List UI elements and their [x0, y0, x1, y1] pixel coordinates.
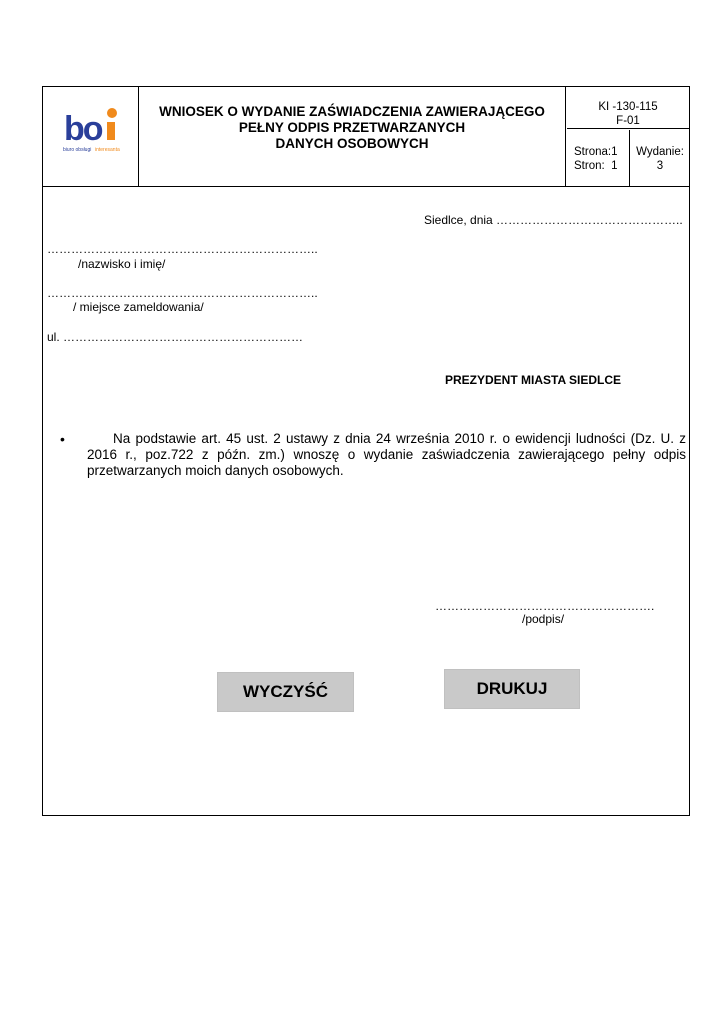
edition-line-2: 3 [656, 160, 664, 172]
page-line-1: Strona:1 [574, 146, 618, 158]
print-button[interactable]: DRUKUJ [444, 669, 580, 709]
logo-cell [43, 87, 139, 186]
bullet-icon: • [60, 431, 65, 447]
code-line-1: KI -130-115 [598, 101, 658, 113]
name-field[interactable]: ………………………………………………………….. [47, 242, 318, 256]
signature-field[interactable]: ………………………………………………. [435, 599, 655, 613]
svg-text:bo: bo [64, 110, 102, 148]
clear-button[interactable]: WYCZYŚĆ [217, 672, 354, 712]
street-field[interactable]: ul. …………………………………………………… [47, 330, 304, 344]
addressee: PREZYDENT MIASTA SIEDLCE [445, 373, 622, 387]
title-line-2: PEŁNY ODPIS PRZETWARZANYCH [238, 120, 466, 135]
form-header [43, 87, 689, 187]
signature-label: /podpis/ [522, 612, 565, 626]
form-title [139, 87, 566, 186]
document-code [567, 87, 689, 129]
svg-text:interesanta: interesanta [95, 147, 120, 153]
address-label: / miejsce zameldowania/ [73, 300, 204, 314]
svg-text:biuro obsługi: biuro obsługi [63, 147, 92, 153]
title-line-1: WNIOSEK O WYDANIE ZAŚWIADCZENIA ZAWIERAJĄCEGO [159, 104, 545, 119]
page-info [567, 130, 630, 186]
edition-line-1: Wydanie: [636, 146, 684, 158]
edition-info [631, 130, 689, 186]
request-text: Na podstawie art. 45 ust. 2 ustawy z dnia 24 września 2010 r. o ewidencji ludności (Dz. U. z 2016 r., poz.722 z późn. zm.) wnoszę o wydanie zaświadczenia zawierającego pełny odpis przetwarzanych moich danych osobowych. [87, 431, 686, 478]
place-date-field[interactable]: Siedlce, dnia ……………………………………….. [424, 213, 683, 227]
name-label: /nazwisko i imię/ [78, 257, 166, 271]
code-line-2: F-01 [616, 115, 640, 127]
form-frame [42, 86, 690, 816]
page-line-2: Stron: 1 [574, 160, 618, 172]
boi-logo-icon [63, 103, 123, 155]
address-field[interactable]: ………………………………………………………….. [47, 286, 318, 300]
title-line-3: DANYCH OSOBOWYCH [275, 136, 429, 151]
